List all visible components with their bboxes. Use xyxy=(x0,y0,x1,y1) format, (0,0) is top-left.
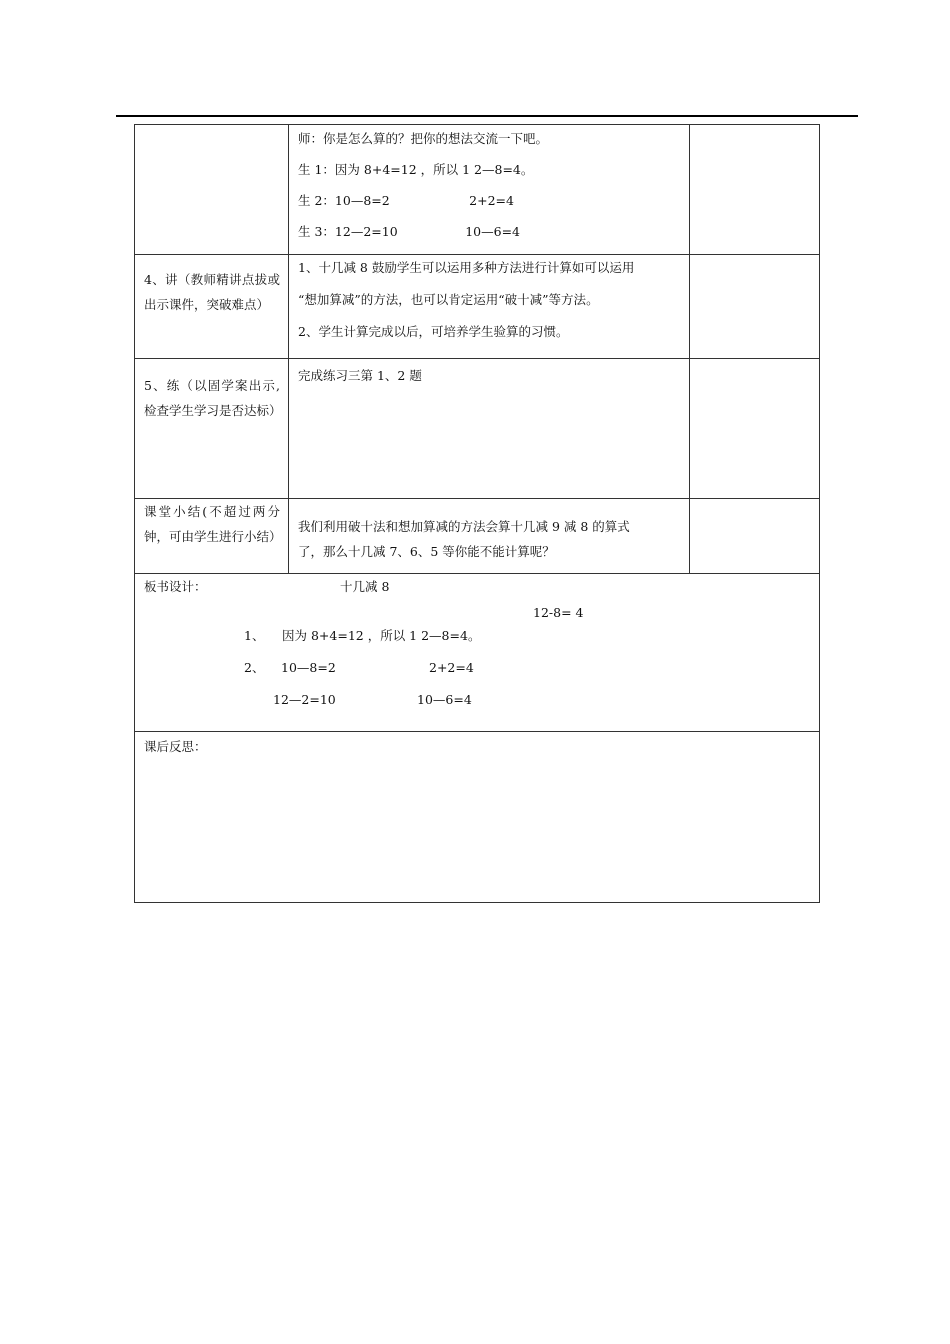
content-cell xyxy=(289,125,690,255)
table-row xyxy=(135,359,820,499)
lesson-plan-table xyxy=(134,124,820,903)
board-calculation: 2+2=4 xyxy=(429,660,474,675)
header-rule xyxy=(116,115,858,117)
board-design-row xyxy=(135,574,820,732)
content-cell xyxy=(289,255,690,359)
board-item-text: 因为 8+4=12 ，所以 1 2—8=4。 xyxy=(282,628,481,643)
dialogue-line: 师：你是怎么算的？把你的想法交流一下吧。 xyxy=(298,131,549,146)
content-line: 1、十几减 8 鼓励学生可以运用多种方法进行计算如可以运用 xyxy=(298,260,635,275)
content-line: 我们利用破十法和想加算减的方法会算十几减 9 减 8 的算式 xyxy=(298,519,630,534)
content-line: 2、学生计算完成以后，可培养学生验算的习惯。 xyxy=(298,324,569,339)
board-equation: 12-8= 4 xyxy=(533,605,584,620)
board-design-cell xyxy=(135,574,820,732)
dialogue-line: 生 1：因为 8+4=12 ，所以 1 2—8=4。 xyxy=(298,162,534,177)
table-row xyxy=(135,255,820,359)
stage-cell xyxy=(135,125,289,255)
board-item-number: 2、 xyxy=(244,660,265,675)
stage-label: 课堂小结(不超过两分钟，可由学生进行小结） xyxy=(144,504,282,544)
table-row xyxy=(135,125,820,255)
stage-cell xyxy=(135,499,289,574)
notes-cell xyxy=(690,359,820,499)
dialogue-line: 生 3：12—2=10 10—6=4 xyxy=(298,224,520,239)
notes-cell xyxy=(690,255,820,359)
board-calculation: 10—6=4 xyxy=(417,692,472,707)
reflection-cell xyxy=(135,732,820,903)
notes-cell xyxy=(690,499,820,574)
content-cell xyxy=(289,359,690,499)
board-calculation: 10—8=2 xyxy=(281,660,336,675)
stage-cell xyxy=(135,255,289,359)
board-item-number: 1、 xyxy=(244,628,265,643)
board-calculation: 12—2=10 xyxy=(273,692,336,707)
stage-label: 5、练（以固学案出示,检查学生学习是否达标） xyxy=(144,378,282,418)
content-line: 了，那么十几减 7、6、5 等你能不能计算呢？ xyxy=(298,544,555,559)
content-cell xyxy=(289,499,690,574)
reflection-label: 课后反思： xyxy=(144,739,207,754)
stage-label xyxy=(135,125,288,131)
dialogue-line: 生 2：10—8=2 2+2=4 xyxy=(298,193,514,208)
stage-cell xyxy=(135,359,289,499)
reflection-row xyxy=(135,732,820,903)
content-line: 完成练习三第 1、2 题 xyxy=(298,368,422,383)
table-row xyxy=(135,499,820,574)
board-title: 十几减 8 xyxy=(340,579,390,594)
stage-label: 4、讲（教师精讲点拔或出示课件，突破难点） xyxy=(144,272,280,312)
board-label: 板书设计： xyxy=(144,579,207,594)
notes-cell xyxy=(690,125,820,255)
content-line: “想加算减”的方法，也可以肯定运用“破十减”等方法。 xyxy=(298,292,599,307)
